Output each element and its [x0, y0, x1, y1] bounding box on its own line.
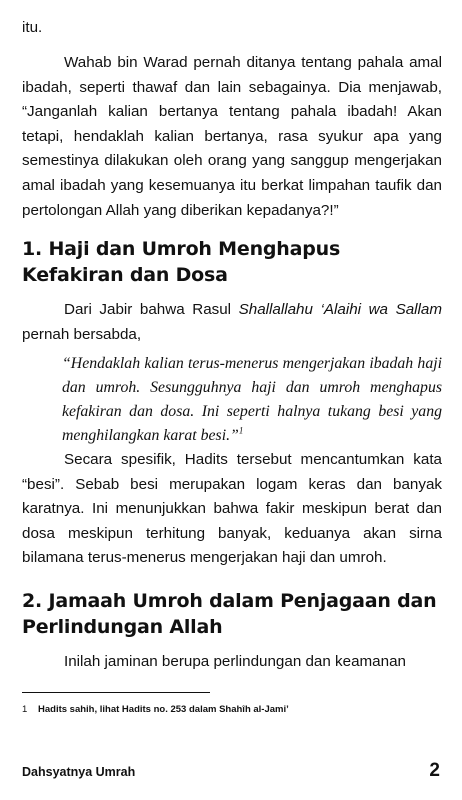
running-footer-title: Dahsyatnya Umrah: [22, 765, 136, 779]
page-number: 2: [429, 760, 440, 781]
footnote-text: Hadits sahih, lihat Hadits no. 253 dalam Shahîh al-Jami’: [38, 704, 289, 715]
footnote-divider: [22, 692, 210, 693]
lead-text-honorific: Shallallahu ‘Alaihi wa Sallam: [238, 301, 442, 318]
hadith-quote-text: “Hendaklah kalian terus-menerus mengerjakan ibadah haji dan umroh. Sesungguhnya haji dan umroh menghapus kefakiran dan dosa. Ini seperti halnya tukang besi yang menghilangkan karat besi.”: [62, 355, 442, 444]
footnote: [22, 704, 442, 716]
section-2-lead-paragraph: Inilah jaminan berupa perlindungan dan keamanan: [64, 653, 406, 670]
footnote-number: 1: [22, 704, 28, 715]
footnote-reference: 1: [238, 425, 244, 436]
hadith-quote: [62, 352, 442, 448]
section-2-heading: 2. Jamaah Umroh dalam Penjagaan dan Perlindungan Allah: [22, 590, 437, 638]
section-1-explanation: Secara spesifik, Hadits tersebut mencantumkan kata “besi”. Sebab besi merupakan logam keras dan banyak karatnya. Ini menunjukkan bahwa fakir meskipun berat dan dosa meskipun terhitung banyak, keduanya akan sirna bilamana terus-menerus mengerjakan haji dan umroh.: [22, 451, 442, 567]
carryover-text: itu.: [22, 19, 43, 36]
lead-text-before: Dari Jabir bahwa Rasul: [64, 301, 239, 318]
intro-paragraph: Wahab bin Warad pernah ditanya tentang pahala amal ibadah, seperti thawaf dan lain sebagainya. Dia menjawab, “Janganlah kalian bertanya tentang pahala ibadah! Akan tetapi, hendaklah kalian bertanya, rasa syukur apa yang semestinya dilakukan oleh orang yang sanggup mengerjakan amal ibadah yang kesemuanya itu berkat limpahan taufik dan pertolongan Allah yang diberikan kepadanya?!”: [22, 54, 442, 219]
lead-text-after: pernah bersabda,: [22, 325, 142, 343]
section-1-lead-paragraph: [22, 298, 442, 347]
section-1-heading: 1. Haji dan Umroh Menghapus Kefakiran dan Dosa: [22, 238, 341, 286]
